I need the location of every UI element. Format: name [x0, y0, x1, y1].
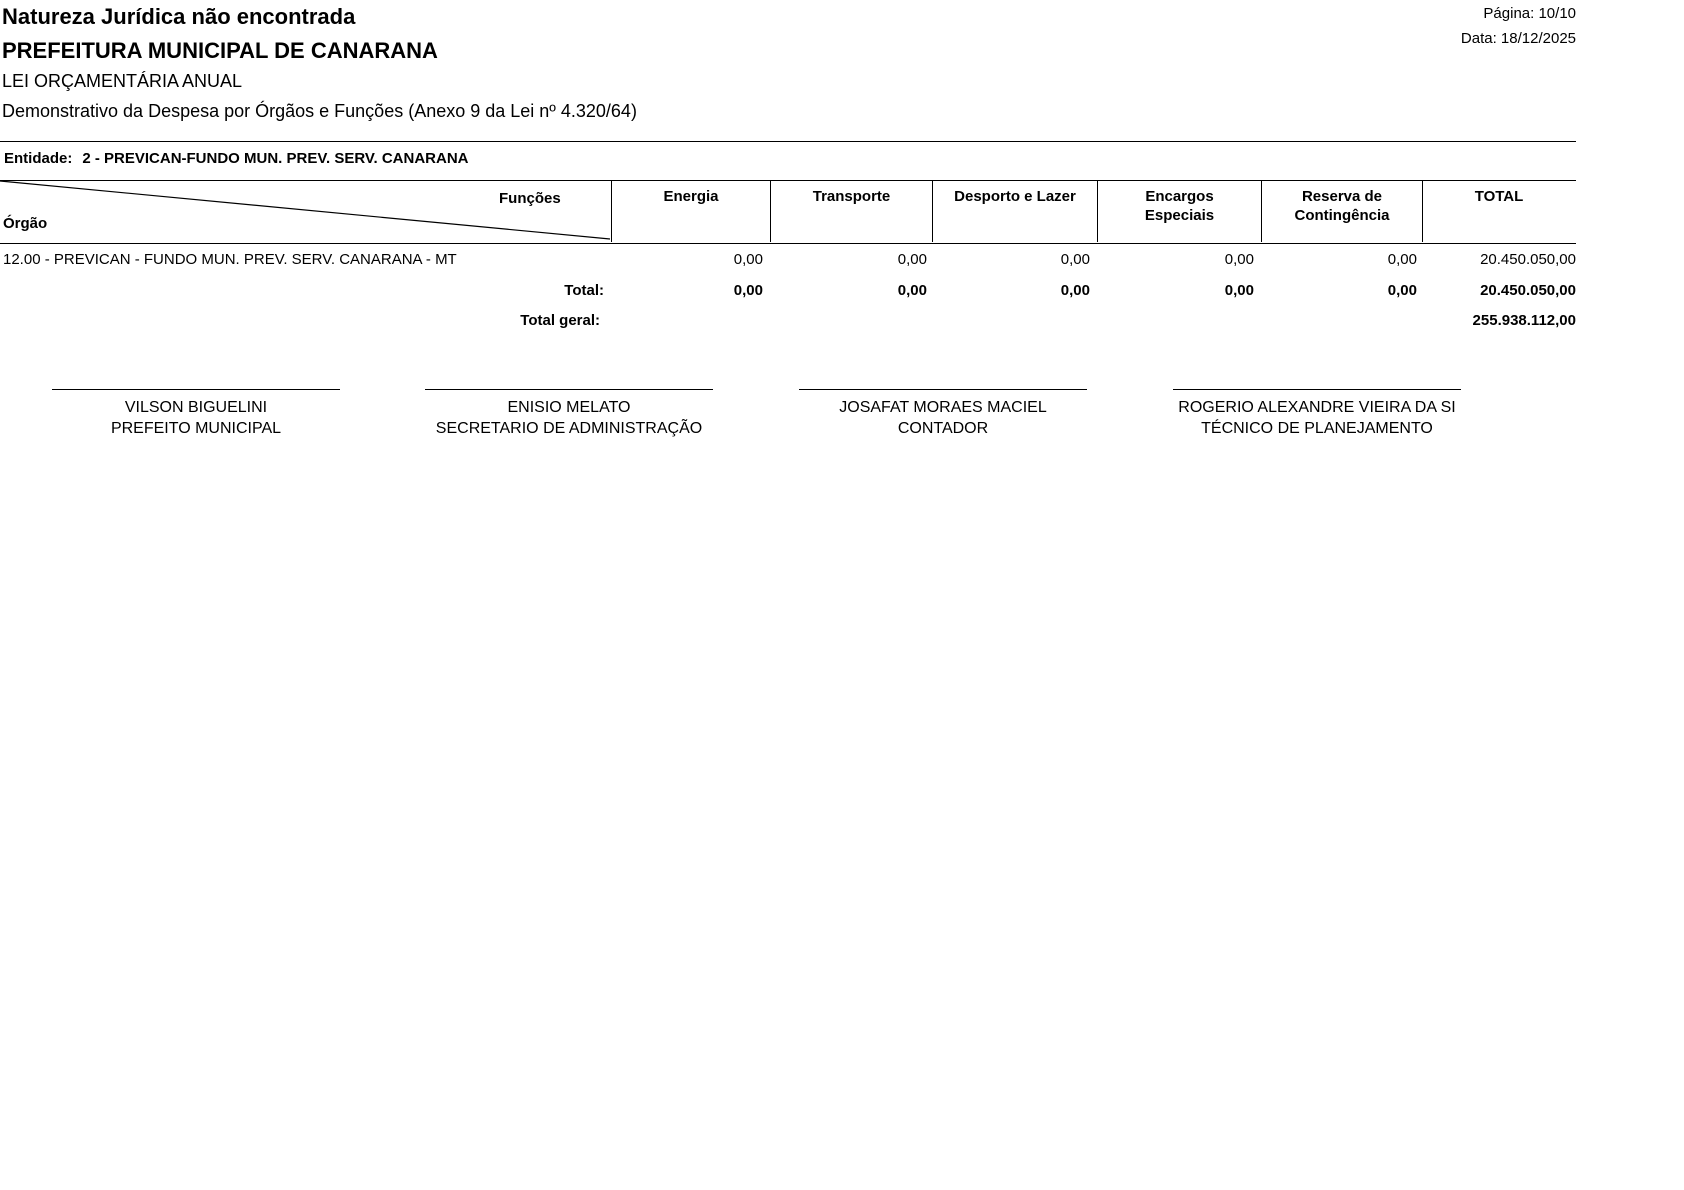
signature-block: [36, 397, 356, 439]
signature-name: VILSON BIGUELINI: [124, 399, 268, 416]
grand-total-value: 255.938.112,00: [1472, 312, 1576, 329]
entity-value: 2 - PREVICAN-FUNDO MUN. PREV. SERV. CANARANA: [82, 150, 469, 167]
total-value-reserva: 0,00: [1387, 282, 1417, 299]
col-header-reserva-line1: Reserva de: [1301, 188, 1383, 205]
signature-role: PREFEITO MUNICIPAL: [110, 420, 282, 437]
report-subtitle: Demonstrativo da Despesa por Órgãos e Funções (Anexo 9 da Lei nº 4.320/64): [2, 101, 637, 121]
total-value-desporto: 0,00: [1060, 282, 1090, 299]
signature-name: ENISIO MELATO: [507, 399, 631, 416]
signature-name: JOSAFAT MORAES MACIEL: [839, 399, 1047, 416]
col-header-transporte: Transporte: [812, 188, 891, 205]
municipality-title: PREFEITURA MUNICIPAL DE CANARANA: [2, 38, 438, 63]
entity-line: [4, 150, 469, 167]
signature-line: [52, 389, 340, 390]
total-value-transporte: 0,00: [897, 282, 927, 299]
signature-block: [783, 397, 1103, 439]
signature-role: TÉCNICO DE PLANEJAMENTO: [1201, 420, 1433, 437]
table-header-rule: [0, 243, 1576, 244]
report-date: Data: 18/12/2025: [1460, 30, 1576, 47]
col-header-reserva: [1262, 187, 1422, 225]
signature-line: [1173, 389, 1461, 390]
col-header-energia: Energia: [663, 188, 719, 205]
law-title: LEI ORÇAMENTÁRIA ANUAL: [2, 71, 243, 91]
row-value-total: 20.450.050,00: [1480, 251, 1576, 268]
col-header-total: TOTAL: [1474, 188, 1524, 205]
row-value-transporte: 0,00: [897, 251, 927, 268]
signature-block: [1157, 397, 1477, 439]
total-value-total: 20.450.050,00: [1480, 282, 1576, 299]
col-header-encargos: [1098, 187, 1261, 225]
grand-total-label: Total geral:: [520, 312, 600, 329]
signature-name: ROGERIO ALEXANDRE VIEIRA DA SI: [1178, 399, 1456, 416]
total-value-energia: 0,00: [733, 282, 763, 299]
total-label: Total:: [564, 282, 604, 299]
row-value-energia: 0,00: [733, 251, 763, 268]
col-header-reserva-line2: Contingência: [1294, 207, 1390, 224]
header-rule: [0, 141, 1576, 142]
row-value-desporto: 0,00: [1060, 251, 1090, 268]
signature-role: SECRETARIO DE ADMINISTRAÇÃO: [435, 420, 703, 437]
col-header-encargos-line2: Especiais: [1144, 207, 1215, 224]
report-nature-title: Natureza Jurídica não encontrada: [2, 4, 356, 29]
row-value-reserva: 0,00: [1387, 251, 1417, 268]
page-number: Página: 10/10: [1483, 5, 1576, 22]
col-header-desporto: Desporto e Lazer: [954, 188, 1076, 205]
entity-label: Entidade:: [4, 150, 73, 167]
corner-functions-label: Funções: [499, 190, 561, 207]
signature-line: [799, 389, 1087, 390]
signature-block: [409, 397, 729, 439]
col-header-encargos-line1: Encargos: [1145, 188, 1214, 205]
corner-organ-label: Órgão: [3, 215, 48, 232]
row-value-encargos: 0,00: [1224, 251, 1254, 268]
signature-role: CONTADOR: [897, 420, 989, 437]
total-value-encargos: 0,00: [1224, 282, 1254, 299]
signature-line: [425, 389, 713, 390]
row-label: 12.00 - PREVICAN - FUNDO MUN. PREV. SERV. CANARANA - MT: [3, 251, 457, 268]
